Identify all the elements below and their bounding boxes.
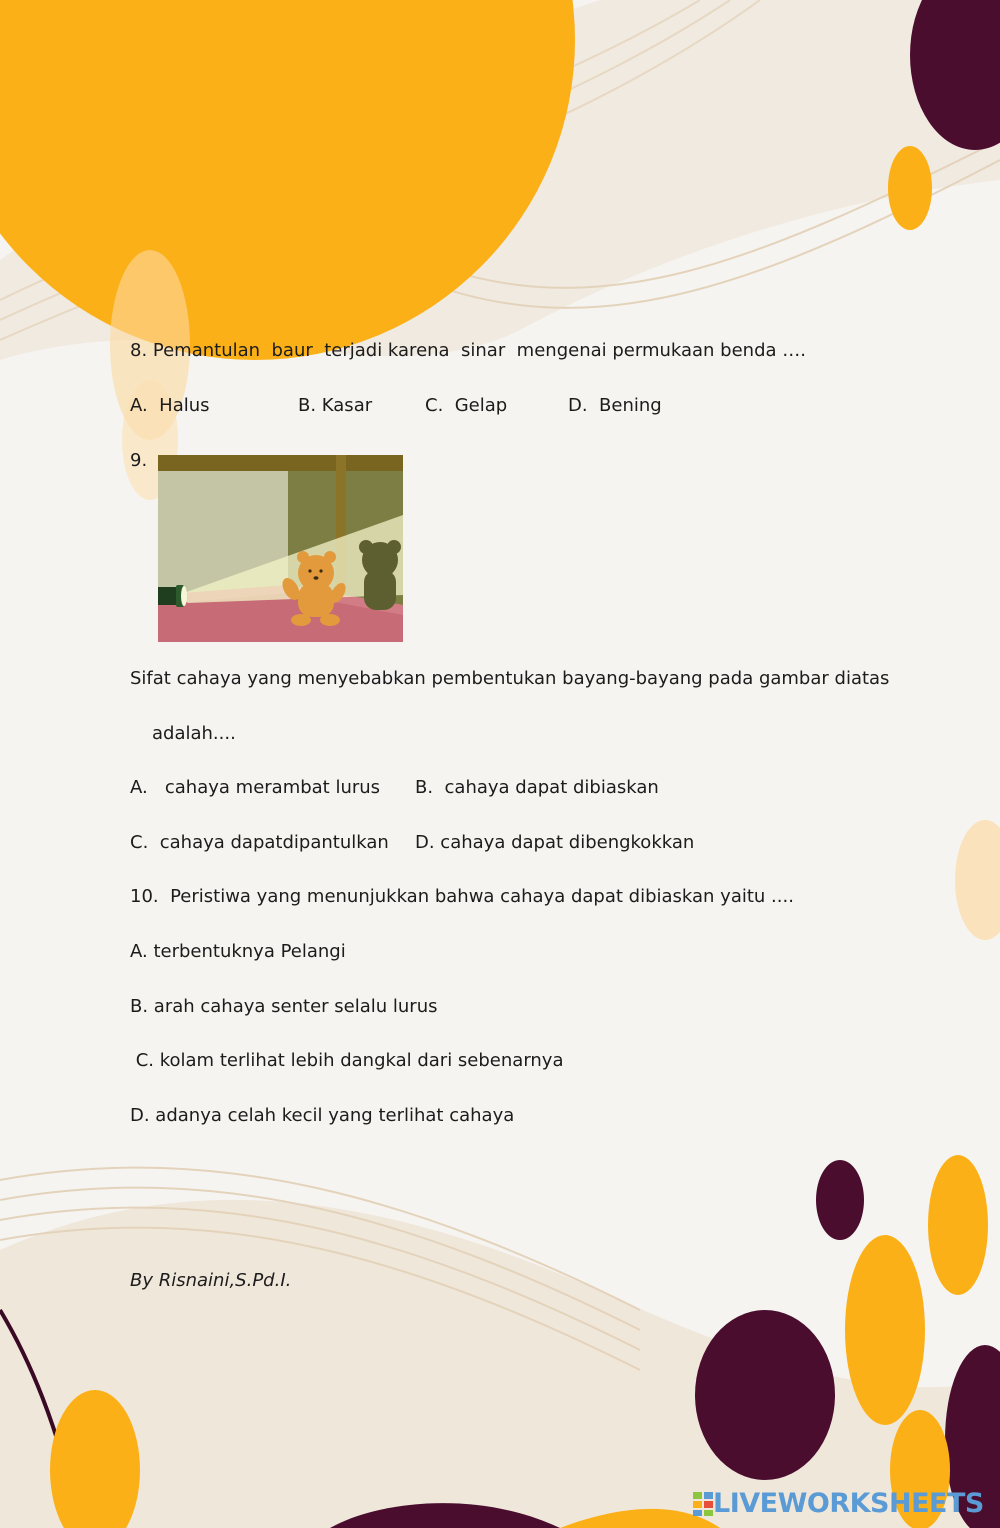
question-8-option-d[interactable]: D. Bening: [568, 395, 662, 416]
question-10-option-d[interactable]: D. adanya celah kecil yang terlihat cahaya: [130, 1105, 515, 1126]
question-9-option-c[interactable]: C. cahaya dapatdipantulkan: [130, 832, 389, 853]
flashlight-shadow-illustration: [158, 455, 403, 642]
question-9-option-a[interactable]: A. cahaya merambat lurus: [130, 777, 381, 798]
question-10-option-c[interactable]: C. kolam terlihat lebih dangkal dari sebenarnya: [130, 1050, 564, 1071]
question-9-text-line1: Sifat cahaya yang menyebabkan pembentukan bayang-bayang pada gambar diatas: [130, 668, 890, 689]
question-8-option-c[interactable]: C. Gelap: [425, 395, 508, 416]
question-10-option-b[interactable]: B. arah cahaya senter selalu lurus: [130, 996, 438, 1017]
question-9-option-b[interactable]: B. cahaya dapat dibiaskan: [415, 777, 659, 798]
question-10-text: 10. Peristiwa yang menunjukkan bahwa cahaya dapat dibiaskan yaitu ....: [130, 886, 794, 907]
question-8-option-b[interactable]: B. Kasar: [298, 395, 373, 416]
author-credit: By Risnaini,S.Pd.I.: [130, 1270, 292, 1291]
question-9-option-d[interactable]: D. cahaya dapat dibengkokkan: [415, 832, 695, 853]
question-10-option-a[interactable]: A. terbentuknya Pelangi: [130, 941, 346, 962]
liveworksheets-logo: [693, 1488, 984, 1519]
question-9-number: 9.: [130, 450, 148, 471]
question-8-option-a[interactable]: A. Halus: [130, 395, 210, 416]
question-9-text-line2: adalah....: [152, 723, 236, 744]
liveworksheets-wordmark: LIVEWORKSHEETS: [713, 1488, 984, 1519]
liveworksheets-icon: [693, 1492, 713, 1516]
question-8-text: 8. Pemantulan baur terjadi karena sinar mengenai permukaan benda ….: [130, 340, 806, 361]
